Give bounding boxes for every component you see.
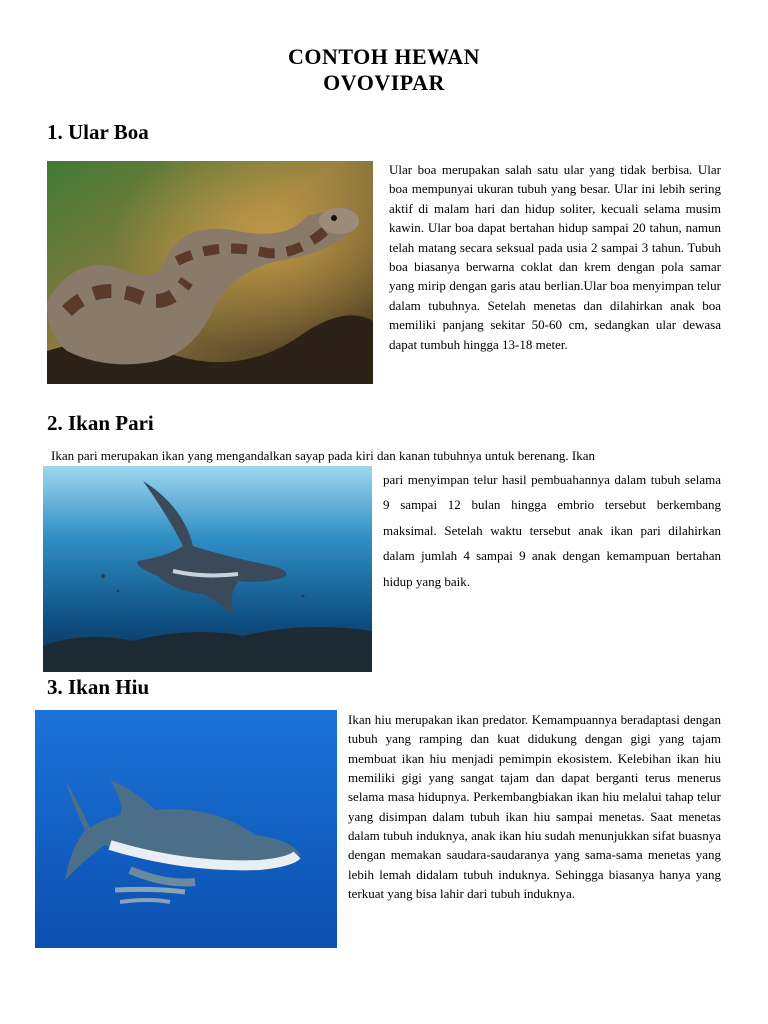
section-heading-ikan-hiu: 3. Ikan Hiu [47, 675, 150, 699]
page-title [0, 44, 768, 96]
ikan-hiu-description: Ikan hiu merupakan ikan predator. Kemampuannya beradaptasi dengan tubuh yang ramping dan kuat didukung dengan gigi yang tajam membuat ikan hiu menjadi pemimpin ekosistem. Kelebihan ikan hiu memiliki gigi yang sangat tajam dan dapat berganti terus menerus selama masa hidupnya. Perkembangbiakan ikan hiu melalui tahap telur yang disimpan dalam tubuh ikan hiu sampai menetas. Saat menetas dalam tubuh induknya, anak ikan hiu sudah menunjukkan sifat buasnya dengan memakan saudara-saudaranya yang sama-sama menetas yang lebih lemah didalam tubuh induknya. Sehingga biasanya hanya yang terkuat yang bisa lahir dari tubuh induknya. [348, 712, 721, 902]
ikan-pari-description: pari menyimpan telur hasil pembuahannya dalam tubuh selama 9 sampai 12 bulan hingga embrio tersebut berkembang maksimal. Setelah waktu tersebut anak ikan pari dilahirkan dalam jumlah 4 sampai 9 anak dengan kemampuan bertahan hidup yang baik. [383, 472, 721, 589]
section-heading-ikan-pari: 2. Ikan Pari [47, 411, 154, 435]
shark-photo [35, 710, 337, 948]
snake-photo [47, 161, 373, 384]
title-line-1: CONTOH HEWAN [287, 44, 480, 69]
manta-ray-photo [43, 466, 372, 672]
ular-boa-description: Ular boa merupakan salah satu ular yang tidak berbisa. Ular boa mempunyai ukuran tubuh yang besar. Ular ini lebih sering aktif di malam hari dan hidup soliter, kecuali selama musim kawin. Ular boa dapat bertahan hidup sampai 20 tahun, namun telah matang secara seksual pada usia 2 sampai 3 tahun. Tubuh boa biasanya berwarna coklat dan krem dengan pola samar yang mirip dengan garis atau berlian.Ular boa menyimpan telur dalam tubuhnya. Setelah menetas dan dilahirkan anak boa memiliki panjang sekitar 50-60 cm, sedangkan ular dewasa dapat tumbuh hingga 13-18 meter. [389, 162, 721, 352]
title-line-2: OVOVIPAR [323, 70, 445, 95]
ikan-pari-intro: Ikan pari merupakan ikan yang mengandalkan sayap pada kiri dan kanan tubuhnya untuk berenang. Ikan [51, 448, 596, 463]
section-heading-ular-boa: 1. Ular Boa [47, 120, 149, 144]
